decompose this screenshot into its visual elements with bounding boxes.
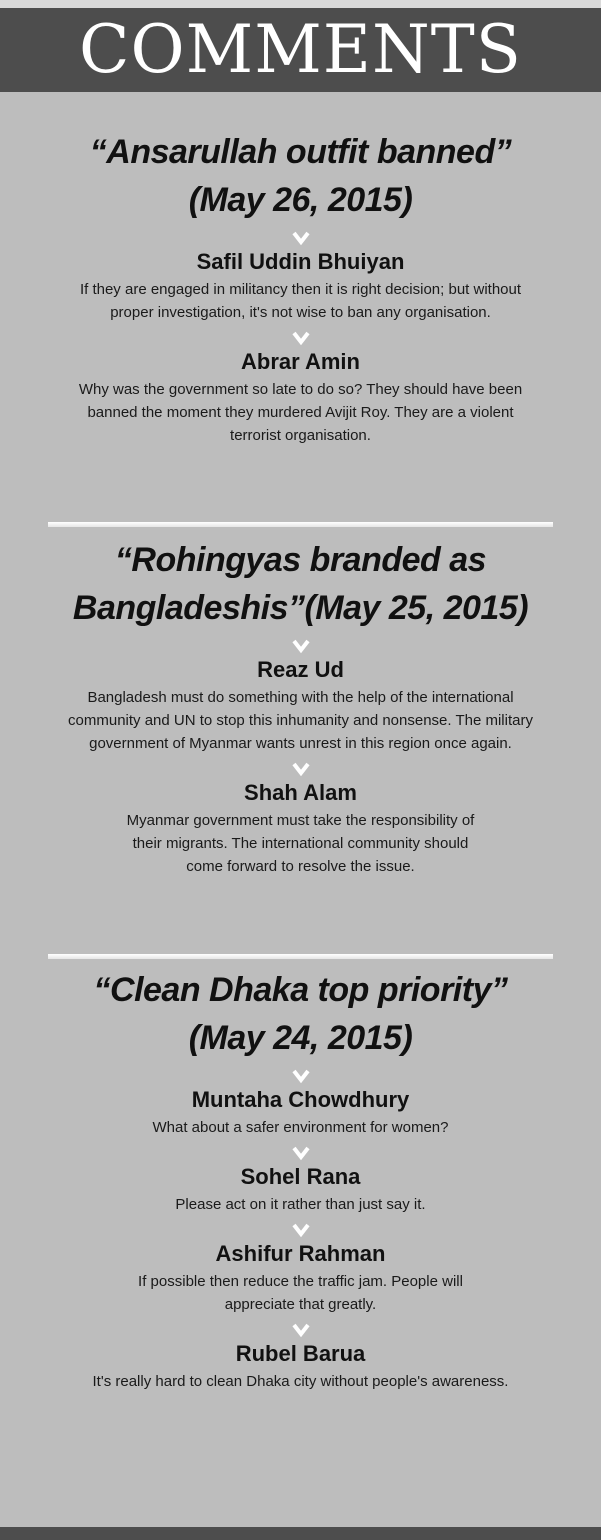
comment-text bbox=[0, 1193, 601, 1216]
comment-author: Ashifur Rahman bbox=[215, 1241, 386, 1266]
comment-section-2 bbox=[0, 536, 601, 878]
bottom-bar bbox=[0, 1527, 601, 1540]
comment-text-line: Why was the government so late to do so? They should have been bbox=[78, 381, 523, 398]
comment-text-line: If possible then reduce the traffic jam. People will bbox=[138, 1273, 463, 1290]
section-3-headline-line2: (May 24, 2015) bbox=[188, 1019, 413, 1057]
comment-text bbox=[0, 809, 601, 878]
comment-text-line: their migrants. The international community should bbox=[132, 835, 469, 852]
comment-text bbox=[0, 378, 601, 447]
comment-text bbox=[0, 1270, 601, 1316]
comment-text-line: terrorist organisation. bbox=[230, 427, 371, 444]
section-1-headline-line2: (May 26, 2015) bbox=[188, 181, 413, 219]
chevron-down-icon bbox=[292, 638, 310, 654]
chevron-down-icon bbox=[292, 1322, 310, 1338]
chevron-down-icon bbox=[292, 1145, 310, 1161]
comment-section-3 bbox=[0, 966, 601, 1393]
comment-section-1 bbox=[0, 128, 601, 447]
section-2-headline-line2: Bangladeshis”(May 25, 2015) bbox=[72, 589, 529, 627]
chevron-down-icon bbox=[292, 1222, 310, 1238]
top-strip bbox=[0, 0, 601, 8]
section-2-headline-line1: “Rohingyas branded as bbox=[114, 541, 487, 579]
chevron-down-icon bbox=[292, 330, 310, 346]
comment-author: Safil Uddin Bhuiyan bbox=[196, 249, 405, 274]
comment-text-line: Bangladesh must do something with the help of the international bbox=[87, 689, 514, 706]
comment-author: Sohel Rana bbox=[240, 1164, 361, 1189]
section-3-headline-line1: “Clean Dhaka top priority” bbox=[93, 971, 508, 1009]
section-1-headline-line1: “Ansarullah outfit banned” bbox=[89, 133, 512, 171]
comment-author: Muntaha Chowdhury bbox=[191, 1087, 410, 1112]
comment-text-line: proper investigation, it's not wise to ban any organisation. bbox=[110, 304, 491, 321]
comment-text bbox=[0, 686, 601, 755]
comment-text-line: banned the moment they murdered Avijit Roy. They are a violent bbox=[87, 404, 514, 421]
comment-text-line: Myanmar government must take the responsibility of bbox=[126, 812, 475, 829]
comment-text-line: government of Myanmar wants unrest in this region once again. bbox=[89, 735, 512, 752]
comment-text-line: What about a safer environment for women? bbox=[152, 1119, 449, 1136]
comment-text-line: come forward to resolve the issue. bbox=[186, 858, 415, 875]
comment-text-line: community and UN to stop this inhumanity and nonsense. The military bbox=[68, 712, 533, 729]
comment-text bbox=[0, 1116, 601, 1139]
masthead-title: COMMENTS bbox=[79, 11, 522, 88]
section-divider bbox=[48, 954, 553, 959]
comment-author: Rubel Barua bbox=[235, 1341, 366, 1366]
comment-author: Abrar Amin bbox=[241, 349, 360, 374]
comment-text-line: Please act on it rather than just say it. bbox=[175, 1196, 426, 1213]
comment-text bbox=[0, 1370, 601, 1393]
comment-text-line: It's really hard to clean Dhaka city without people's awareness. bbox=[92, 1373, 509, 1390]
comment-text bbox=[0, 278, 601, 324]
chevron-down-icon bbox=[292, 1068, 310, 1084]
comment-text-line: If they are engaged in militancy then it is right decision; but without bbox=[79, 281, 522, 298]
comment-author: Reaz Ud bbox=[257, 657, 344, 682]
chevron-down-icon bbox=[292, 230, 310, 246]
comment-author: Shah Alam bbox=[244, 780, 357, 805]
chevron-down-icon bbox=[292, 761, 310, 777]
masthead bbox=[0, 8, 601, 92]
comment-text-line: appreciate that greatly. bbox=[224, 1296, 377, 1313]
section-divider bbox=[48, 522, 553, 527]
